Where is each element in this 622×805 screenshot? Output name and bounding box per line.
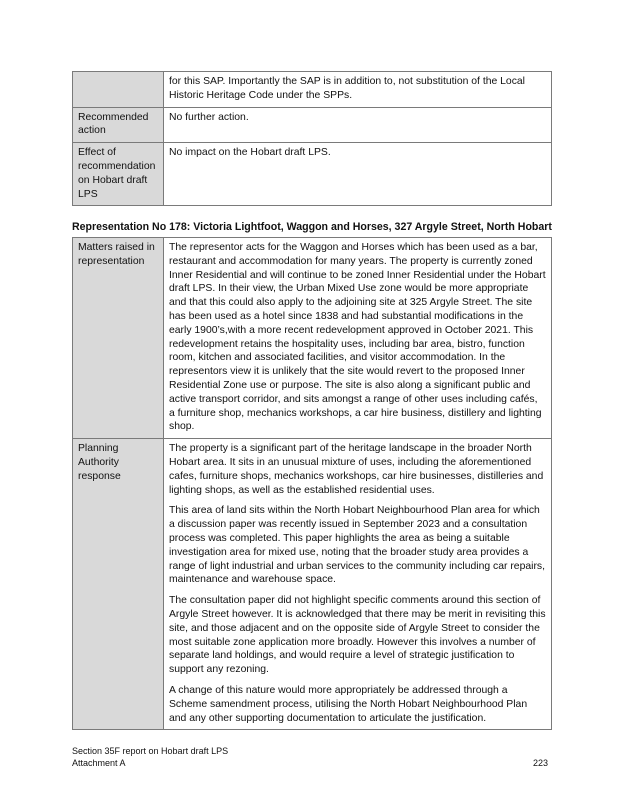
- table-row: [73, 238, 552, 439]
- response-paragraph: This area of land sits within the North Hobart Neighbourhood Plan area for which a discussion paper was recently issued in September 2023 and a consultation process was completed. This paper highlights the area as being a suitable investigation area for mixed use, noting that the broader study area provides a range of light industrial and urban services to the community including car repairs, maintenance and warehouse space.: [169, 505, 545, 586]
- previous-representation-table: [72, 71, 552, 206]
- table-row: [73, 72, 552, 108]
- response-paragraph: The property is a significant part of the heritage landscape in the broader North Hobart area. It sits in an unusual mixture of uses, including the aforementioned cafes, furniture shops, mechanics workshops, car hire businesses, distilleries and lighting shops, as well as the established residential uses.: [169, 443, 544, 496]
- response-label: Planning Authority response: [73, 439, 164, 730]
- matters-label: Matters raised in representation: [73, 238, 164, 439]
- representation-table: [72, 237, 552, 730]
- table-row: [73, 143, 552, 206]
- page-number: 223: [532, 758, 548, 768]
- footer-report-title: Section 35F report on Hobart draft LPS: [72, 746, 229, 756]
- row-value: No further action.: [164, 107, 552, 143]
- response-paragraph: A change of this nature would more appropriately be addressed through a Scheme samendment process, utilising the North Hobart Neighbourhood Plan and any other supporting documentation to articulate the justification.: [169, 684, 528, 724]
- table-row: [73, 439, 552, 730]
- matters-text: The representor acts for the Waggon and Horses which has been used as a bar, restaurant and accommodation for many years. The property is currently zoned Inner Residential and will continue to be zoned Inner Residential under the Hobart draft LPS. In their view, the Urban Mixed Use zone would be more appropriate and that this could also apply to the adjoining site at 325 Argyle Street. The site has been used as a hotel since 1838 and had substantial modifications in the early 1900’s,with a more recent redevelopment approved in October 2021. This redevelopment retains the hospitality uses, including bar area, bistro, function room, kitchen and associated facilities, and visitor accommodation. In the representors view it is unlikely that the site would revert to the proposed Inner Residential Zone use or purpose. The site is also along a significant public and active transport corridor, and sits amongst a range of other uses including cafés, a furniture shop, mechanics workshops, a car hire business, distillery and lighting shop.: [164, 238, 552, 439]
- page-footer: [72, 745, 228, 769]
- row-label: [73, 72, 164, 108]
- row-value: for this SAP. Importantly the SAP is in addition to, not substitution of the Local Historic Heritage Code under the SPPs.: [164, 72, 552, 108]
- table-row: [73, 107, 552, 143]
- representation-heading: Representation No 178: Victoria Lightfoot, Waggon and Horses, 327 Argyle Street, North Hobart: [72, 221, 552, 233]
- row-label: Recommended action: [73, 107, 164, 143]
- response-paragraph: The consultation paper did not highlight specific comments around this section of Argyle Street however. It is acknowledged that there may be merit in revisiting this site, and those adjacent and on the opposite side of Argyle Street to consider the most suitable zone application more broadly. However this involves a number of separate land holdings, and would require a level of strategic justification to support any rezoning.: [169, 595, 546, 676]
- row-label: Effect of recommendation on Hobart draft LPS: [73, 143, 164, 206]
- response-text: [164, 439, 552, 730]
- footer-attachment: Attachment A: [72, 758, 126, 768]
- row-value: No impact on the Hobart draft LPS.: [164, 143, 552, 206]
